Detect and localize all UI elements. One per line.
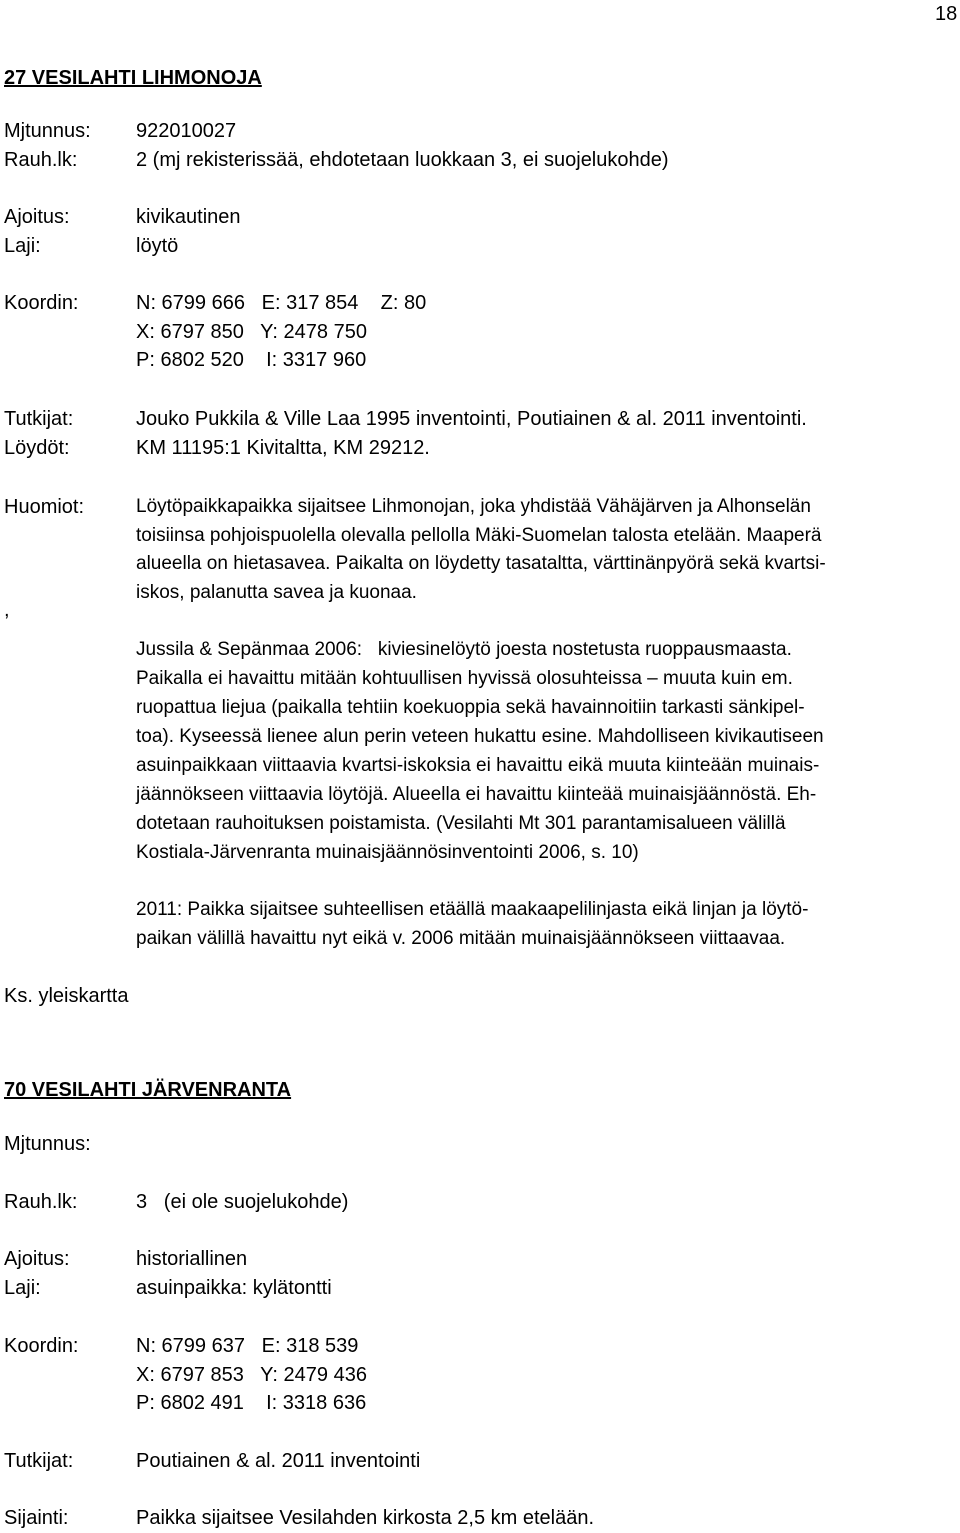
map-reference: Ks. yleiskartta <box>4 985 129 1007</box>
note-line: toa). Kyseessä lienee alun perin veteen hukattu esine. Mahdolliseen kivikautiseen <box>136 726 824 747</box>
note-line: Jussila & Sepänmaa 2006: kiviesinelöytö joesta nostetusta ruoppausmaasta. <box>136 639 792 660</box>
note-line: dotetaan rauhoituksen poistamista. (Vesilahti Mt 301 parantamisalueen välillä <box>136 813 786 834</box>
koordin-line: X: 6797 853 Y: 2479 436 <box>136 1364 367 1386</box>
note-line: toisiinsa pohjoispuolella olevalla pellolla Mäki-Suomelan talosta etelään. Maaperä <box>136 525 822 546</box>
koordin-line: N: 6799 637 E: 318 539 <box>136 1335 359 1357</box>
note-line: paikan välillä havaittu nyt eikä v. 2006 mitään muinaisjäännökseen viittaavaa. <box>136 928 786 949</box>
note-line: Paikalla ei havaittu mitään kohtuullisen hyvissä olosuhteissa – muuta kuin em. <box>136 668 793 689</box>
koordin-line: X: 6797 850 Y: 2478 750 <box>136 321 367 343</box>
laji-label: Laji: <box>4 1277 41 1299</box>
sijainti-value: Paikka sijaitsee Vesilahden kirkosta 2,5 km etelään. <box>136 1507 595 1529</box>
tutkijat-label: Tutkijat: <box>4 1450 74 1472</box>
rauhlk-value: 3 (ei ole suojelukohde) <box>136 1191 349 1213</box>
tutkijat-value: Poutiainen & al. 2011 inventointi <box>136 1450 421 1472</box>
mjtunnus-label: Mjtunnus: <box>4 120 91 142</box>
laji-label: Laji: <box>4 235 41 257</box>
loydot-label: Löydöt: <box>4 437 70 459</box>
ajoitus-label: Ajoitus: <box>4 206 70 228</box>
laji-value: löytö <box>136 235 179 257</box>
ajoitus-value: kivikautinen <box>136 206 241 228</box>
koordin-label: Koordin: <box>4 1335 79 1357</box>
tutkijat-value: Jouko Pukkila & Ville Laa 1995 inventointi, Poutiainen & al. 2011 inventointi. <box>136 408 807 430</box>
koordin-line: P: 6802 491 I: 3318 636 <box>136 1392 367 1414</box>
rauhlk-label: Rauh.lk: <box>4 149 78 171</box>
mjtunnus-label: Mjtunnus: <box>4 1133 91 1155</box>
ajoitus-value: historiallinen <box>136 1248 248 1270</box>
koordin-label: Koordin: <box>4 292 79 314</box>
note-line: Kostiala-Järvenranta muinaisjäännösinventointi 2006, s. 10) <box>136 842 639 863</box>
note-line: asuinpaikkaan viittaavia kvartsi-iskoksia ei havaittu eikä muuta kiinteään muinais- <box>136 755 820 776</box>
note-line: ruopattua liejua (paikalla tehtiin koekuoppia sekä havainnoitiin tarkasti sänkipel- <box>136 697 805 718</box>
note-line: alueella on hietasavea. Paikalta on löydetty tasataltta, värttinänpyörä sekä kvartsi- <box>136 553 826 574</box>
note-line: 2011: Paikka sijaitsee suhteellisen etäällä maakaapelilinjasta eikä linjan ja löytö- <box>136 899 809 920</box>
note-line: Löytöpaikkapaikka sijaitsee Lihmonojan, joka yhdistää Vähäjärven ja Alhonselän <box>136 496 811 517</box>
laji-value: asuinpaikka: kylätontti <box>136 1277 332 1299</box>
mjtunnus-value: 922010027 <box>136 120 237 142</box>
note-line: jäännökseen viittaavia löytöjä. Alueella ei havaittu kiinteää muinaisjäännöstä. Eh- <box>136 784 817 805</box>
ajoitus-label: Ajoitus: <box>4 1248 70 1270</box>
huomiot-label: Huomiot: <box>4 496 85 518</box>
rauhlk-value: 2 (mj rekisterissää, ehdotetaan luokkaan 3, ei suojelukohde) <box>136 149 669 171</box>
comma-mark: , <box>4 599 10 621</box>
page-number: 18 <box>935 3 958 25</box>
loydot-value: KM 11195:1 Kivitaltta, KM 29212. <box>136 437 430 459</box>
koordin-line: N: 6799 666 E: 317 854 Z: 80 <box>136 292 427 314</box>
tutkijat-label: Tutkijat: <box>4 408 74 430</box>
sijainti-label: Sijainti: <box>4 1507 69 1529</box>
note-line: iskos, palanutta savea ja kuonaa. <box>136 582 417 603</box>
koordin-line: P: 6802 520 I: 3317 960 <box>136 349 367 371</box>
rauhlk-label: Rauh.lk: <box>4 1191 78 1213</box>
entry-heading: 27 VESILAHTI LIHMONOJA <box>4 67 262 89</box>
entry-heading: 70 VESILAHTI JÄRVENRANTA <box>4 1079 292 1101</box>
